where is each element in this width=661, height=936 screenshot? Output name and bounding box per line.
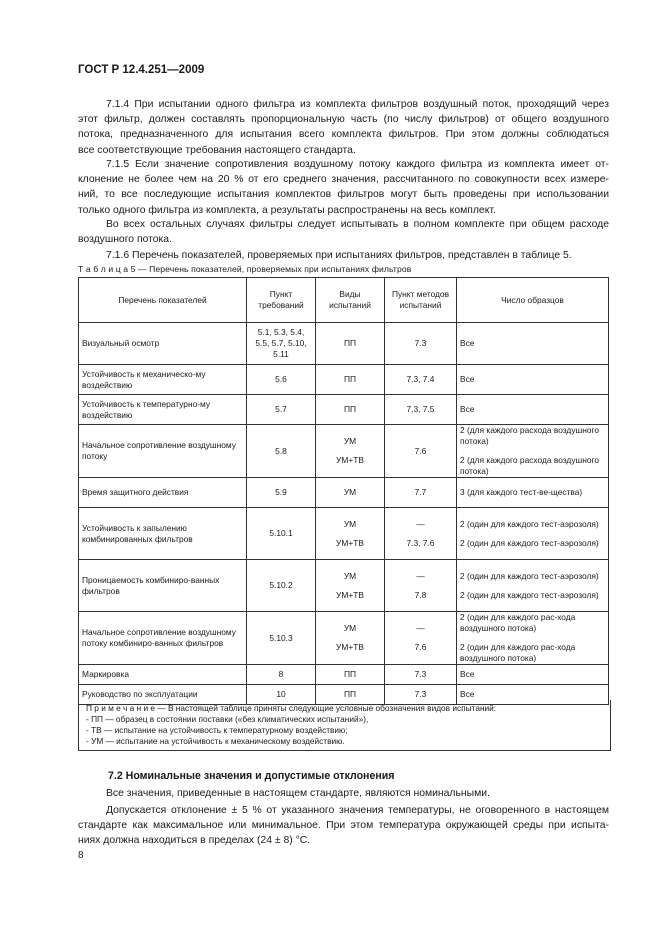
cell-indicator: Начальное сопротивление воздушному потоку	[79, 425, 247, 478]
cell-requirement: 5.9	[247, 478, 316, 508]
table-header-row	[79, 278, 609, 323]
cell-method-value: 7.3, 7.5	[406, 404, 435, 414]
paragraph-line: только одного фильтра из комплекта, а результаты распространены на весь комплект.	[78, 204, 496, 216]
paragraph-line: ниях должна находиться в пределах (24 ± 8) °С.	[78, 835, 311, 847]
paragraph	[78, 97, 609, 158]
cell-requirement: 5.8	[247, 425, 316, 478]
cell-test-type-value: УМ	[343, 518, 357, 529]
cell-samples	[457, 395, 609, 425]
header-sample-count: Число образцов	[457, 278, 609, 323]
cell-test-type-value: УМ+ТВ	[336, 642, 364, 652]
cell-test-type-value: ПП	[343, 404, 357, 414]
cell-test-type	[316, 560, 385, 612]
cell-test-type-value: УМ+ТВ	[336, 537, 364, 548]
cell-samples	[457, 478, 609, 508]
cell-test-type	[316, 323, 385, 365]
cell-test-type	[316, 395, 385, 425]
paragraph-line: Допускается отклонение ± 5 % от указанного значения температуры, не оговоренного в настоящем	[106, 805, 609, 816]
note-line: - ТВ — испытание на устойчивость к температурному воздействию;	[86, 725, 348, 735]
cell-samples	[457, 323, 609, 365]
cell-method-value: —	[416, 570, 425, 581]
cell-indicator: Устойчивость к запылению комбинированных фильтров	[79, 508, 247, 560]
table-row	[79, 478, 609, 508]
cell-test-type-value: УМ	[343, 436, 357, 446]
header-indicators: Перечень показателей	[79, 278, 247, 323]
cell-test-type-value: ПП	[343, 669, 357, 679]
cell-test-type	[316, 365, 385, 395]
header-method-clause: Пункт методов испытаний	[385, 278, 457, 323]
cell-method	[385, 323, 457, 365]
cell-test-type-value: ПП	[343, 338, 357, 348]
cell-requirement: 5.10.2	[247, 560, 316, 612]
cell-samples-value: Все	[460, 689, 475, 699]
document-code: ГОСТ Р 12.4.251—2009	[78, 64, 205, 76]
cell-samples-value: 2 (один для каждого рас-хода воздушного потока)	[460, 642, 576, 663]
paragraph-line: ний, то все последующие испытания комплектов фильтров могут быть проведены при использовании	[78, 189, 609, 201]
cell-samples-value: Все	[460, 374, 475, 384]
page-number: 8	[78, 850, 84, 861]
table-caption: Т а б л и ц а 5 — Перечень показателей, проверяемых при испытаниях фильтров	[78, 264, 412, 274]
header-requirement-clause: Пункт требований	[247, 278, 316, 323]
cell-method-value: 7.8	[414, 589, 427, 600]
cell-method-value: 7.3	[414, 689, 427, 699]
header-test-types: Виды испытаний	[316, 278, 385, 323]
cell-samples-value: 2 (для каждого расхода воздушного потока)	[460, 455, 600, 476]
paragraph-line: 7.1.6 Перечень показателей, проверяемых при испытаниях фильтров, представлен в таблице 5.	[106, 250, 572, 261]
cell-indicator: Время защитного действия	[79, 478, 247, 508]
paragraph	[78, 217, 609, 247]
cell-test-type	[316, 612, 385, 665]
table-row	[79, 395, 609, 425]
cell-method	[385, 395, 457, 425]
paragraph-line: все соответствующие требования настоящего стандарта.	[78, 144, 356, 156]
paragraph-line: потока, предназначенного для испытания всего комплекта фильтров. При этом должны соблюдаться	[78, 129, 609, 141]
cell-samples-value: 2 (один для каждого тест-аэрозоля)	[460, 518, 599, 529]
note-line: П р и м е ч а н и е — В настоящей таблице приняты следующие условные обозначения видов испытаний:	[86, 703, 497, 713]
cell-method	[385, 612, 457, 665]
cell-method-value: 7.6	[414, 642, 427, 652]
cell-samples-value: 2 (один для каждого тест-аэрозоля)	[460, 537, 599, 548]
cell-test-type	[316, 665, 385, 685]
cell-method-value: 7.3	[414, 338, 427, 348]
cell-requirement: 10	[247, 685, 316, 705]
cell-method-value: 7.3, 7.6	[406, 537, 435, 548]
note-line: - ПП — образец в состоянии поставки («без климатических испытаний»),	[86, 714, 369, 724]
cell-test-type-value: ПП	[343, 689, 357, 699]
cell-method-value: —	[416, 623, 425, 633]
cell-requirement: 5.10.1	[247, 508, 316, 560]
cell-method	[385, 365, 457, 395]
cell-requirement: 8	[247, 665, 316, 685]
paragraph-line: 7.1.4 При испытании одного фильтра из комплекта фильтров воздушный поток, проходящий через	[106, 99, 609, 110]
paragraph	[78, 248, 609, 263]
paragraph-line: клонение не более чем на 20 % от его среднего значения, рассчитанного по совокупности всех измере-	[78, 174, 609, 186]
cell-method-value: 7.6	[414, 445, 427, 456]
paragraph-line: стандарте как максимальное или минимальное. При этом температура окружающей среды при испыта-	[78, 820, 609, 832]
table-row	[79, 612, 609, 665]
cell-method	[385, 508, 457, 560]
note-line: - УМ — испытание на устойчивость к механическому воздействию.	[86, 736, 345, 746]
cell-method-value: —	[416, 518, 425, 529]
cell-samples	[457, 365, 609, 395]
table-row	[79, 323, 609, 365]
cell-requirement: 5.6	[247, 365, 316, 395]
cell-test-type-value: УМ	[343, 487, 357, 497]
table-row	[79, 365, 609, 395]
cell-samples-value: Все	[460, 338, 475, 348]
cell-samples	[457, 612, 609, 665]
cell-test-type-value: ПП	[343, 374, 357, 384]
table-row	[79, 665, 609, 685]
cell-indicator: Визуальный осмотр	[79, 323, 247, 365]
cell-indicator: Маркировка	[79, 665, 247, 685]
cell-samples	[457, 508, 609, 560]
cell-indicator: Устойчивость к механическо-му воздействию	[79, 365, 247, 395]
paragraph	[78, 157, 609, 218]
cell-test-type-value: УМ	[343, 570, 357, 581]
cell-indicator: Начальное сопротивление воздушному потоку комбиниро-ванных фильтров	[79, 612, 247, 665]
cell-method	[385, 665, 457, 685]
cell-samples-value: 3 (для каждого тест-ве-щества)	[460, 487, 583, 497]
cell-requirement: 5.7	[247, 395, 316, 425]
cell-test-type-value: УМ+ТВ	[336, 589, 364, 600]
cell-requirement: 5.10.3	[247, 612, 316, 665]
table-row	[79, 425, 609, 478]
cell-test-type	[316, 508, 385, 560]
cell-method-value: 7.7	[414, 487, 427, 497]
cell-method	[385, 478, 457, 508]
cell-indicator: Руководство по эксплуатации	[79, 685, 247, 705]
section-title: 7.2 Номинальные значения и допустимые отклонения	[108, 770, 395, 782]
paragraph	[78, 786, 609, 801]
cell-samples-value: Все	[460, 669, 475, 679]
table-row	[79, 508, 609, 560]
cell-test-type-value: УМ	[343, 623, 357, 633]
paragraph-line: Во всех остальных случаях фильтры следует испытывать в полном комплекте при общем расходе	[106, 219, 609, 230]
paragraph-line: этот фильтр, должен составлять пропорциональную часть (по числу фильтров) от общего воздушного	[78, 114, 609, 126]
cell-samples	[457, 425, 609, 478]
cell-method	[385, 560, 457, 612]
cell-indicator: Устойчивость к температурно-му воздействию	[79, 395, 247, 425]
cell-test-type	[316, 478, 385, 508]
cell-test-type	[316, 425, 385, 478]
cell-samples-value: 2 (один для каждого тест-аэрозоля)	[460, 570, 599, 581]
cell-samples-value: 2 (один для каждого тест-аэрозоля)	[460, 589, 599, 600]
table-note	[86, 703, 606, 747]
cell-samples-value: Все	[460, 404, 475, 414]
cell-samples	[457, 665, 609, 685]
cell-samples-value: 2 (для каждого расхода воздушного потока)	[460, 425, 600, 446]
cell-test-type-value: УМ+ТВ	[336, 455, 364, 465]
cell-method-value: 7.3	[414, 669, 427, 679]
paragraph-line: Все значения, приведенные в настоящем стандарте, являются номинальными.	[106, 788, 490, 799]
cell-samples-value: 2 (один для каждого рас-хода воздушного потока)	[460, 612, 576, 633]
cell-method-value: 7.3, 7.4	[406, 374, 435, 384]
table-row	[79, 560, 609, 612]
paragraph	[78, 803, 609, 849]
cell-method	[385, 425, 457, 478]
paragraph-line: 7.1.5 Если значение сопротивления воздушному потоку каждого фильтра из комплекта имеет от-	[106, 159, 609, 170]
cell-indicator: Проницаемость комбиниро-ванных фильтров	[79, 560, 247, 612]
paragraph-line: воздушного потока.	[78, 234, 172, 246]
cell-requirement: 5.1, 5.3, 5.4, 5.5, 5.7, 5.10, 5.11	[247, 323, 316, 365]
cell-samples	[457, 560, 609, 612]
indicators-table	[78, 277, 609, 705]
